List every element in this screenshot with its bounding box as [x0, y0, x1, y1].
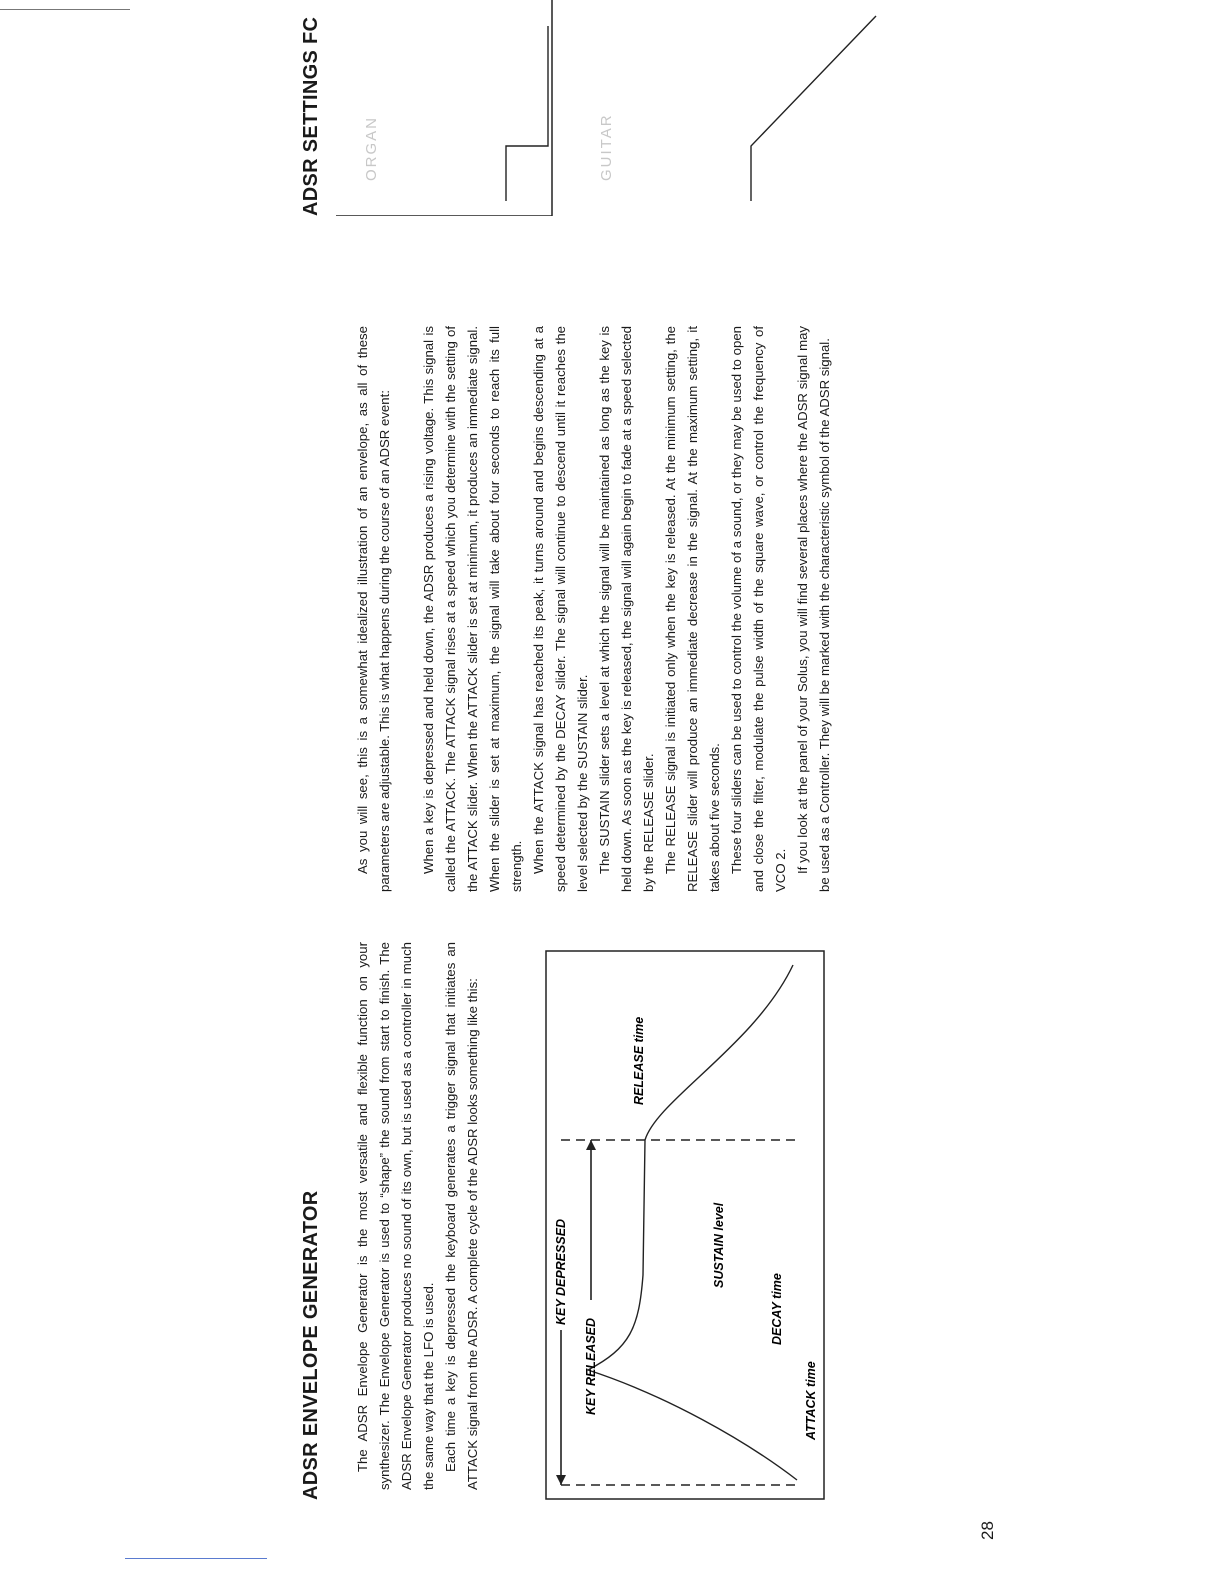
label-guitar: GUITAR [598, 113, 615, 181]
right-paragraph-5: The RELEASE signal is initiated only when the key is released. At the minimum setting, the RELEASE slider will produce an immediate decrease in the signal. At the maximum setting, it takes about five seconds. [663, 326, 722, 892]
guitar-envelope [751, 16, 876, 201]
right-paragraph-6: These four sliders can be used to control the volume of a sound, or they may be used to open and close the filter, modulate the pulse width of the square wave, or control the frequency of VCO 2. [729, 326, 788, 892]
right-column [352, 326, 836, 892]
scan-line-bottom [125, 1558, 267, 1559]
right-paragraph-3: When the ATTACK signal has reached its peak, it turns around and begins descending at a speed determined by the DECAY slider. The signal will continue to descend until it reaches the level selected by the SUSTAIN slider. [531, 326, 590, 892]
adsr-settings-figure [336, 0, 896, 216]
label-decay-time: DECAY time [770, 1273, 784, 1345]
settings-frame [336, 0, 552, 216]
label-organ: ORGAN [363, 115, 380, 181]
label-sustain-level: SUSTAIN level [712, 1202, 726, 1288]
label-attack-time: ATTACK time [804, 1361, 818, 1440]
label-key-depressed: KEY DEPRESSED [554, 1218, 568, 1325]
scan-line-top [0, 9, 130, 10]
right-paragraph-1: As you will see, this is a somewhat idealized illustration of an envelope, as all of these parameters are adjustable. This is what happens during the course of an ADSR event: [355, 326, 392, 892]
rotated-page [300, 0, 1000, 1500]
right-paragraph-7: If you look at the panel of your Solus, you will find several places where the ADSR signal may be used as a Controller. They will be marked with the characteristic symbol of the ADSR signal. [795, 326, 832, 892]
label-release-time: RELEASE time [632, 1016, 646, 1105]
key-depressed-arrowhead [556, 1475, 566, 1485]
adsr-settings-title: ADSR SETTINGS FC [300, 16, 322, 216]
envelope-curve [588, 965, 797, 1480]
page-number: 28 [978, 1521, 997, 1540]
left-paragraph-1: The ADSR Envelope Generator is the most versatile and flexible function on your synthesizer. The Envelope Generator is used to “shape” the sound from start to finish. The ADSR Envelope Generator produces no sound of its own, but is used as a controller in much the same way that the LFO is used. [355, 942, 436, 1490]
key-released-arrowhead [586, 1140, 596, 1150]
figure-frame [546, 951, 824, 1499]
label-key-released: KEY RELEASED [584, 1317, 598, 1415]
right-paragraph-4: The SUSTAIN slider sets a level at which the signal will be maintained as long as the key is held down. As soon as the key is released, the signal will again begin to fade at a speed selected by the RELEASE slider. [597, 326, 656, 892]
organ-envelope [506, 26, 548, 201]
adsr-envelope-figure [545, 950, 825, 1500]
left-paragraph-2: Each time a key is depressed the keyboard generates a trigger signal that initiates an ATTACK signal from the ADSR. A complete cycle of the ADSR looks something like this: [443, 942, 480, 1490]
section-title: ADSR ENVELOPE GENERATOR [300, 1190, 322, 1500]
left-column [352, 942, 484, 1490]
right-paragraph-2: When a key is depressed and held down, the ADSR produces a rising voltage. This signal is called the ATTACK. The ATTACK signal rises at a speed which you determine with the setting of the ATTACK slider. When the ATTACK slider is set at minimum, it produces an immediate signal. When the slider is set at maximum, the signal will take about four seconds to reach its full strength. [421, 326, 524, 892]
